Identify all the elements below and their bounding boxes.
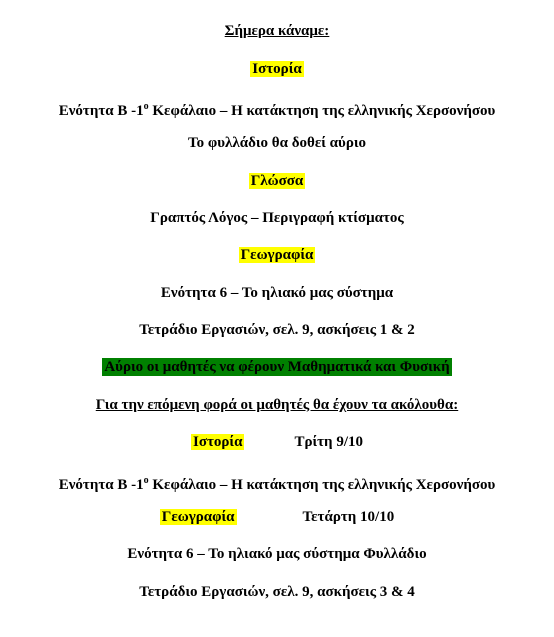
today-language-line [0, 172, 554, 191]
next-geography-line [0, 508, 554, 527]
today-geography-line [0, 246, 554, 265]
today-history-subject: Ιστορία [252, 61, 302, 77]
today-history-unit-sup: ο [143, 101, 149, 112]
next-history-subject: Ιστορία [192, 434, 243, 450]
today-history-unit-prefix: Ενότητα Β -1 [58, 103, 144, 119]
next-geography-unit: Ενότητα 6 – Το ηλιακό μας σύστημα Φυλλάδιο [127, 546, 427, 562]
today-geography-workbook: Τετράδιο Εργασιών, σελ. 9, ασκήσεις 1 & 2 [139, 322, 415, 338]
today-language-subject: Γλώσσα [250, 173, 304, 189]
today-title: Σήμερα κάναμε: [224, 23, 330, 39]
today-history-note: Το φυλλάδιο θα δοθεί αύριο [187, 135, 367, 151]
next-history-unit [0, 471, 554, 495]
next-history-unit-sup: ο [143, 475, 149, 486]
reminder-line [0, 358, 554, 377]
today-history-line [0, 60, 554, 79]
next-geography-workbook: Τετράδιο Εργασιών, σελ. 9, ασκήσεις 3 & 4 [139, 584, 415, 600]
next-geography-subject: Γεωγραφία [161, 509, 235, 525]
today-history-unit [0, 97, 554, 121]
next-history-line [0, 433, 554, 452]
reminder-text: Αύριο οι μαθητές να φέρουν Μαθηματικά και Φυσική [104, 359, 450, 375]
today-language-topic: Γραπτός Λόγος – Περιγραφή κτίσματος [150, 210, 404, 226]
today-history-unit-rest: Κεφάλαιο – Η κατάκτηση της ελληνικής Χερσονήσου [148, 103, 496, 119]
next-history-unit-prefix: Ενότητα Β -1 [58, 477, 144, 493]
next-geography-day: Τετάρτη 10/10 [302, 509, 395, 525]
today-geography-subject: Γεωγραφία [240, 247, 314, 263]
next-title: Για την επόμενη φορά οι μαθητές θα έχουν τα ακόλουθα: [95, 397, 459, 413]
next-history-unit-rest: Κεφάλαιο – Η κατάκτηση της ελληνικής Χερσονήσου [148, 477, 496, 493]
next-history-day: Τρίτη 9/10 [294, 434, 363, 450]
today-geography-unit: Ενότητα 6 – Το ηλιακό μας σύστημα [160, 285, 394, 301]
